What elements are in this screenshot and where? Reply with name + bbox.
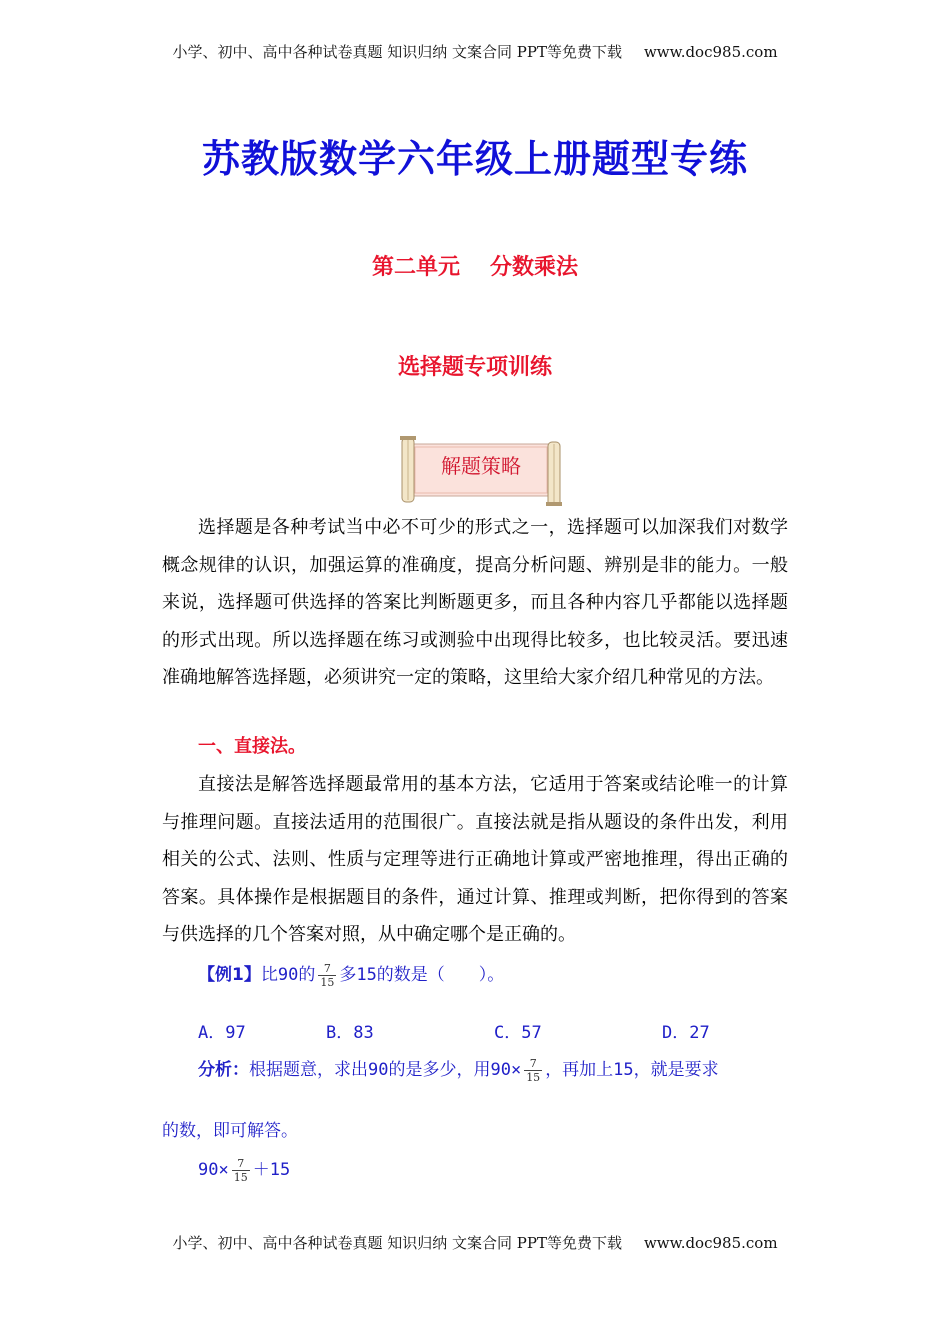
direct-method-paragraph: 直接法是解答选择题最常用的基本方法，它适用于答案或结论唯一的计算与推理问题。直接法适用的范围很广。直接法就是指从题设的条件出发，利用相关的公式、法则、性质与定理等进行正确地计算或严密地推理，得出正确的答案。具体操作是根据题目的条件，通过计算、推理或判断，把你得到的答案与供选择的几个答案对照，从中确定哪个是正确的。	[162, 774, 788, 945]
footer-text: 小学、初中、高中各种试卷真题 知识归纳 文案合同 PPT等免费下载	[172, 1234, 622, 1252]
subtitle: 选择题专项训练	[397, 355, 552, 380]
solution-formula	[198, 1155, 290, 1184]
analysis-text-after: ，再加上15，就是要求	[545, 1060, 719, 1080]
analysis-label: 分析：	[198, 1060, 249, 1080]
fraction	[318, 962, 336, 989]
analysis-continuation: 的数，即可解答。	[162, 1121, 298, 1141]
page-footer	[0, 1232, 950, 1253]
footer-site-link[interactable]: www.doc985.com	[643, 1234, 778, 1252]
page-header	[0, 41, 950, 62]
document-title: 苏教版数学六年级上册题型专练	[201, 137, 748, 181]
example-label: 【例1】	[198, 965, 261, 985]
strategy-banner	[398, 436, 564, 506]
formula-before: 90×	[198, 1160, 229, 1180]
option-c: C．57	[494, 1023, 542, 1043]
analysis-text-before: 根据题意，求出90的是多少，用90×	[249, 1060, 522, 1080]
unit-name: 分数乘法	[490, 255, 579, 280]
option-d: D．27	[662, 1023, 710, 1043]
fraction-numerator: 7	[237, 1156, 245, 1170]
option-a: A．97	[198, 1023, 246, 1043]
option-b: B．83	[326, 1023, 374, 1043]
example-1-options	[0, 1018, 950, 1044]
fraction-denominator: 15	[233, 1170, 248, 1184]
fraction	[524, 1057, 542, 1084]
formula-after: ＋15	[252, 1160, 291, 1180]
banner-label: 解题策略	[441, 454, 521, 478]
example-text-after: 多15的数是（ ）。	[339, 965, 505, 985]
header-site-link[interactable]: www.doc985.com	[643, 43, 778, 61]
section-heading-direct-method: 一、直接法。	[198, 736, 306, 757]
example-text-before: 比90的	[260, 965, 316, 985]
fraction	[232, 1157, 250, 1184]
intro-paragraph: 选择题是各种考试当中必不可少的形式之一，选择题可以加深我们对数学概念规律的认识，加强运算的准确度，提高分析问题、辨别是非的能力。一般来说，选择题可供选择的答案比判断题更多，而且各种内容几乎都能以选择题的形式出现。所以选择题在练习或测验中出现得比较多，也比较灵活。要迅速准确地解答选择题，必须讲究一定的策略，这里给大家介绍几种常见的方法。	[162, 517, 788, 688]
analysis-line	[198, 1055, 719, 1084]
fraction-denominator: 15	[320, 975, 335, 989]
fraction-denominator: 15	[526, 1070, 541, 1084]
header-text: 小学、初中、高中各种试卷真题 知识归纳 文案合同 PPT等免费下载	[172, 43, 622, 61]
fraction-numerator: 7	[529, 1056, 537, 1070]
fraction-numerator: 7	[323, 961, 331, 975]
unit-number: 第二单元	[371, 255, 460, 280]
unit-heading	[0, 250, 950, 281]
example-1-question	[198, 960, 504, 989]
